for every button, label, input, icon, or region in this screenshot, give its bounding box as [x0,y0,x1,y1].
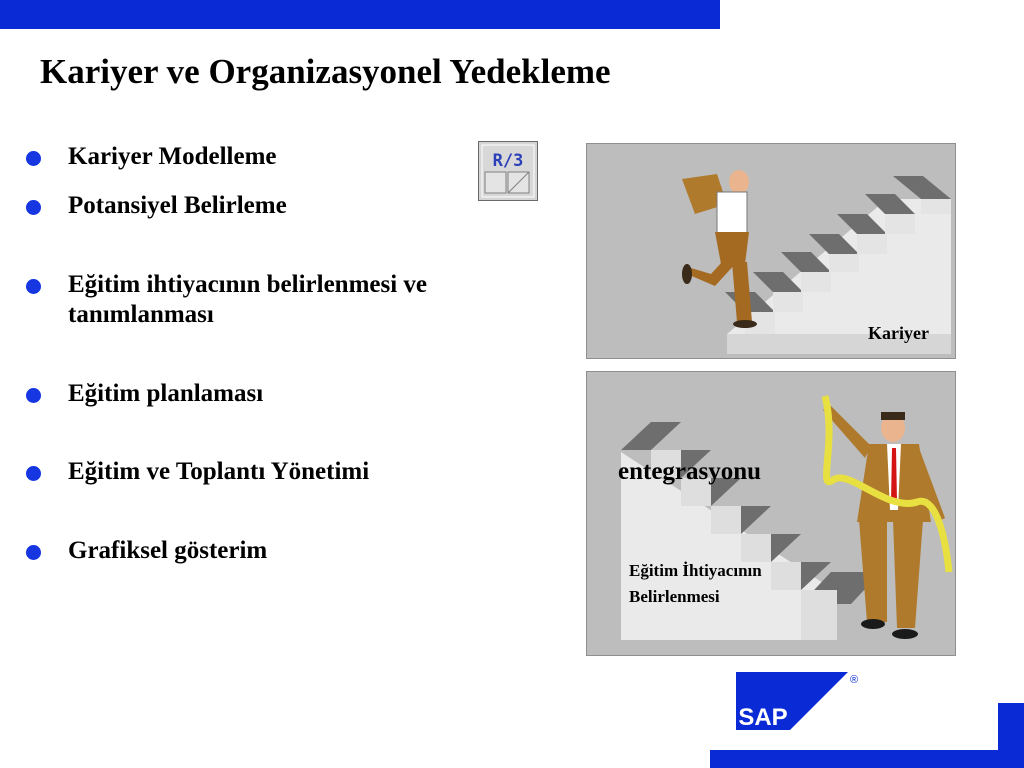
bullet-item [26,536,267,566]
training-illustration-panel [586,371,956,656]
bullet-dot-icon [26,466,41,481]
integration-text: entegrasyonu [618,458,762,485]
training-caption-line2: Belirlenmesi [629,587,720,606]
slide-title: Kariyer ve Organizasyonel Yedekleme [40,52,611,91]
top-accent-bar [0,0,720,29]
bullet-dot-icon [26,388,41,403]
sap-logo-text: SAP [738,704,788,730]
bullet-dot-icon [26,200,41,215]
training-stairs-illustration [587,372,956,656]
career-illustration-panel [586,143,956,359]
career-caption: Kariyer [868,323,929,343]
bullet-text: Eğitim planlaması [68,380,264,407]
bullet-dot-icon [26,279,41,294]
bullet-text: Eğitim ihtiyacının belirlenmesi ve tanımlanması [68,271,428,328]
bullet-text: Potansiyel Belirleme [68,192,287,219]
training-caption-line1: Eğitim İhtiyacının [629,561,762,580]
bullet-item [26,379,263,409]
bullet-dot-icon [26,151,41,166]
bullet-dot-icon [26,545,41,560]
bullet-item [26,191,287,221]
bullet-item [26,142,276,172]
registered-mark: ® [849,674,858,686]
bullet-text: Grafiksel gösterim [68,537,268,564]
bullet-item [26,457,369,487]
bullet-text: Eğitim ve Toplantı Yönetimi [68,458,370,485]
sap-logo [736,672,858,730]
bullet-text: Kariyer Modelleme [68,143,277,170]
training-caption [629,558,762,610]
bottom-accent-bar [710,750,1024,768]
r3-badge-icon [478,141,538,201]
bullet-item [26,270,526,330]
bottom-accent-bar-vertical [998,703,1024,768]
r3-badge-label: R/3 [492,151,524,171]
